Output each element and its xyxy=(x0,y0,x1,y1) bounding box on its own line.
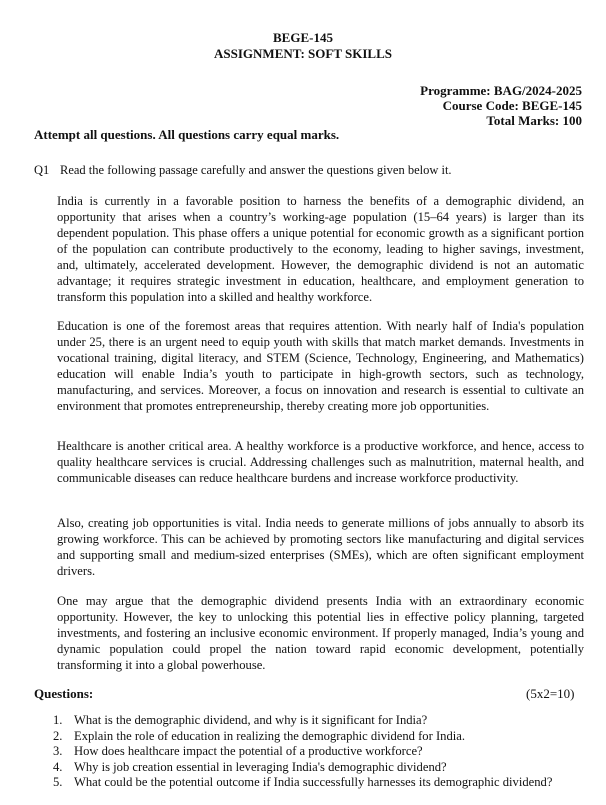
instructions: Attempt all questions. All questions carry equal marks. xyxy=(34,127,340,142)
question-prompt-text: Read the following passage carefully and answer the questions given below it. xyxy=(60,163,452,177)
list-item: 4. Why is job creation essential in leveraging India's demographic dividend? xyxy=(53,759,447,774)
questions-marks: (5x2=10) xyxy=(526,686,575,701)
list-item: 5. What could be the potential outcome if India successfully harnesses its demographic dividend? xyxy=(53,775,553,789)
passage-paragraph-5: One may argue that the demographic dividend presents India with an extraordinary economic opportunity. However, the key to unlocking this potential lies in effective policy planning, targeted investments, and fostering an inclusive economic environment. If properly managed, India’s young and dynamic population could propel the nation toward rapid economic development, potentially transforming it into a global powerhouse. xyxy=(57,594,584,672)
question-number: Q1 xyxy=(34,163,50,177)
question-1-prompt xyxy=(34,163,452,178)
passage-paragraph-1: India is currently in a favorable position to harness the benefits of a demographic dividend, an opportunity that arises when a country’s working-age population (15–64 years) is larger than its dependent population. This phase offers a unique potential for economic growth as a significant portion of the population can contribute productively to the economy, leading to higher savings, investment, and, ultimately, accelerated development. However, the demographic dividend is not an automatic advantage; it requires strategic investment in education, healthcare, and employment generation to transform this population into a skilled and healthy workforce. xyxy=(57,194,584,304)
questions-heading: Questions: xyxy=(34,686,94,701)
passage-paragraph-4: Also, creating job opportunities is vital. India needs to generate millions of jobs annually to absorb its growing workforce. This can be achieved by promoting sectors like manufacturing and digital services and supporting small and medium-sized enterprises (SMEs), which are often significant employment drivers. xyxy=(57,516,584,578)
total-marks-line: Total Marks: 100 xyxy=(486,113,582,128)
list-item: 1. What is the demographic dividend, and why is it significant for India? xyxy=(53,713,428,727)
programme-line: Programme: BAG/2024-2025 xyxy=(420,83,582,98)
list-item: 2. Explain the role of education in realizing the demographic dividend for India. xyxy=(53,728,465,743)
course-code-line: Course Code: BEGE-145 xyxy=(442,98,582,113)
questions-list xyxy=(53,713,552,791)
passage-paragraph-2: Education is one of the foremost areas that requires attention. With nearly half of India's population under 25, there is an urgent need to equip youth with skills that match market demands. Investments in vocational training, digital literacy, and STEM (Science, Technology, Engineering, and Mathematics) education will enable India’s youth to participate in high-growth sectors, such as technology, manufacturing, and services. Moreover, a focus on innovation and research is essential to cultivate an environment that promotes entrepreneurship, thereby creating more job opportunities. xyxy=(57,319,584,413)
list-item: 3. How does healthcare impact the potential of a productive workforce? xyxy=(53,744,423,758)
passage-paragraph-3: Healthcare is another critical area. A healthy workforce is a productive workforce, and hence, access to quality healthcare services is crucial. Addressing challenges such as malnutrition, maternal health, and communicable diseases can reduce healthcare burdens and increase workforce productivity. xyxy=(57,439,584,485)
assignment-title: ASSIGNMENT: SOFT SKILLS xyxy=(214,46,392,61)
course-code-heading: BEGE-145 xyxy=(273,30,333,45)
